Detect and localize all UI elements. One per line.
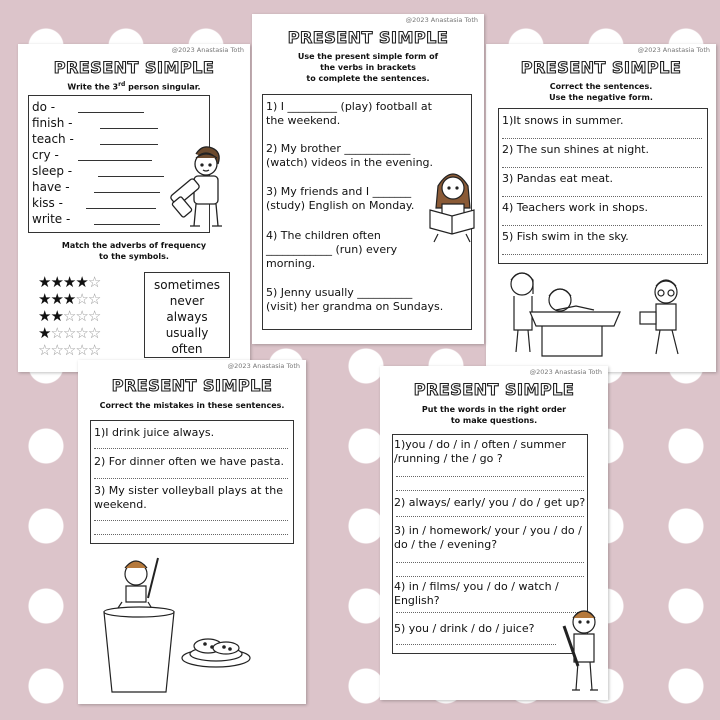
- answer-line: [396, 644, 556, 645]
- empty-star-icon: ☆: [62, 341, 76, 359]
- sentence: 3) My friends and I _______ (study) English on Monday.: [266, 185, 415, 212]
- verb-item: finish -: [32, 116, 73, 130]
- match-instruction: Match the adverbs of frequency to the symbols.: [61, 241, 207, 261]
- filled-star-icon: ★: [75, 273, 88, 291]
- empty-star-icon: ☆: [62, 307, 76, 325]
- filled-star-icon: ★: [50, 273, 63, 291]
- worksheet-title: PRESENT SIMPLE: [413, 380, 575, 399]
- adverb: never: [169, 294, 205, 308]
- answer-line: [396, 562, 584, 563]
- worksheet-2: [252, 14, 484, 344]
- filled-star-icon: ★: [38, 273, 51, 291]
- empty-star-icon: ☆: [75, 324, 88, 342]
- worksheet-4: [78, 360, 306, 704]
- adverb: sometimes: [153, 278, 221, 292]
- filled-star-icon: ★: [50, 307, 63, 325]
- copyright: @2023 Anastasia Toth: [637, 46, 710, 54]
- sentence: 4) in / films/ you / do / watch / English?: [394, 580, 559, 607]
- boy-with-glue-illustration: [166, 140, 236, 232]
- filled-star-icon: ★: [38, 324, 51, 342]
- answer-line: [396, 490, 584, 491]
- boy-with-pencil-illustration: [560, 606, 606, 696]
- answer-line: [94, 534, 288, 535]
- sentence: 3) in / homework/ your / you / do / do / the / evening?: [394, 524, 582, 551]
- sentence: 2) always/ early/ you / do / get up?: [394, 496, 586, 509]
- boy-on-cup-illustration: [98, 556, 182, 696]
- sentence: 3) My sister volleyball plays at the weekend.: [94, 484, 283, 511]
- verb-item: sleep -: [32, 164, 73, 178]
- adverb: often: [171, 342, 203, 356]
- verb-item: do -: [32, 100, 56, 114]
- worksheet-instruction: Put the words in the right order to make questions.: [421, 405, 567, 425]
- answer-line: [78, 112, 144, 113]
- answer-line: [502, 225, 702, 226]
- sentence: 1) I _________ (play) football at the weekend.: [266, 100, 432, 127]
- answer-line: [94, 224, 160, 225]
- empty-star-icon: ☆: [87, 324, 101, 342]
- worksheet-3: [486, 44, 716, 372]
- answer-line: [94, 520, 288, 521]
- answer-line: [396, 576, 584, 577]
- worksheet-title: PRESENT SIMPLE: [53, 58, 215, 77]
- sentence: 2) For dinner often we have pasta.: [94, 455, 284, 468]
- worksheet-title: PRESENT SIMPLE: [520, 58, 682, 77]
- sentence: 3) Pandas eat meat.: [502, 172, 613, 185]
- cookies-illustration: [178, 630, 254, 670]
- worksheet-instruction: Correct the mistakes in these sentences.: [99, 401, 285, 410]
- star-rating: [38, 308, 100, 324]
- sentence: 1)It snows in summer.: [502, 114, 624, 127]
- sentence: 2) The sun shines at night.: [502, 143, 649, 156]
- answer-line: [94, 192, 160, 193]
- empty-star-icon: ☆: [87, 341, 101, 359]
- answer-line: [502, 138, 702, 139]
- worksheet-instruction: Write the 3rd person singular.: [67, 81, 201, 92]
- worksheet-1: [18, 44, 250, 372]
- sentence: 1)I drink juice always.: [94, 426, 215, 439]
- star-rating: [38, 325, 100, 341]
- sentence: 5) you / drink / do / juice?: [394, 622, 535, 635]
- answer-line: [78, 160, 152, 161]
- sentence: 5) Fish swim in the sky.: [502, 230, 629, 243]
- worksheet-instruction: Correct the sentences. Use the negative form.: [549, 82, 653, 102]
- answer-line: [396, 516, 584, 517]
- sentence: 5) Jenny usually __________ (visit) her grandma on Sundays.: [266, 286, 444, 313]
- empty-star-icon: ☆: [75, 307, 88, 325]
- filled-star-icon: ★: [62, 273, 76, 291]
- worksheet-instruction: Use the present simple form of the verbs in brackets to complete the sentences.: [297, 52, 439, 83]
- adverb: always: [166, 310, 208, 324]
- worksheet-title: PRESENT SIMPLE: [111, 376, 273, 395]
- filled-star-icon: ★: [38, 307, 51, 325]
- verb-item: have -: [32, 180, 70, 194]
- sentence: 1)you / do / in / often / summer /running / the / go ?: [394, 438, 566, 465]
- empty-star-icon: ☆: [50, 324, 63, 342]
- answer-line: [502, 167, 702, 168]
- copyright: @2023 Anastasia Toth: [227, 362, 300, 370]
- students-illustration: [496, 266, 706, 366]
- copyright: @2023 Anastasia Toth: [529, 368, 602, 376]
- empty-star-icon: ☆: [87, 307, 101, 325]
- answer-line: [502, 196, 702, 197]
- answer-line: [502, 254, 702, 255]
- answer-line: [98, 176, 164, 177]
- star-rating: [38, 274, 100, 290]
- empty-star-icon: ☆: [75, 290, 88, 308]
- answer-line: [94, 448, 288, 449]
- filled-star-icon: ★: [62, 290, 76, 308]
- verb-item: teach -: [32, 132, 74, 146]
- star-rating: [38, 291, 100, 307]
- copyright: @2023 Anastasia Toth: [405, 16, 478, 24]
- empty-star-icon: ☆: [75, 341, 88, 359]
- sentence: 4) The children often ____________ (run) every morning.: [266, 229, 398, 270]
- empty-star-icon: ☆: [87, 273, 101, 291]
- star-rating: [38, 342, 100, 358]
- adverb: usually: [165, 326, 209, 340]
- answer-line: [396, 476, 584, 477]
- answer-line: [94, 478, 288, 479]
- empty-star-icon: ☆: [87, 290, 101, 308]
- worksheet-title: PRESENT SIMPLE: [287, 28, 449, 47]
- filled-star-icon: ★: [50, 290, 63, 308]
- worksheet-5: [380, 366, 608, 700]
- adverbs-box: [144, 272, 230, 358]
- verb-item: cry -: [32, 148, 59, 162]
- girl-reading-illustration: [424, 166, 482, 244]
- sentence: 2) My brother ____________ (watch) videos in the evening.: [266, 142, 434, 169]
- answer-line: [396, 612, 584, 613]
- copyright: @2023 Anastasia Toth: [171, 46, 244, 54]
- sentence: 4) Teachers work in shops.: [502, 201, 648, 214]
- answer-line: [86, 208, 156, 209]
- empty-star-icon: ☆: [50, 341, 63, 359]
- verb-item: kiss -: [32, 196, 63, 210]
- empty-star-icon: ☆: [38, 341, 51, 359]
- empty-star-icon: ☆: [62, 324, 76, 342]
- verb-item: write -: [32, 212, 71, 226]
- answer-line: [100, 144, 158, 145]
- answer-line: [100, 128, 158, 129]
- filled-star-icon: ★: [38, 290, 51, 308]
